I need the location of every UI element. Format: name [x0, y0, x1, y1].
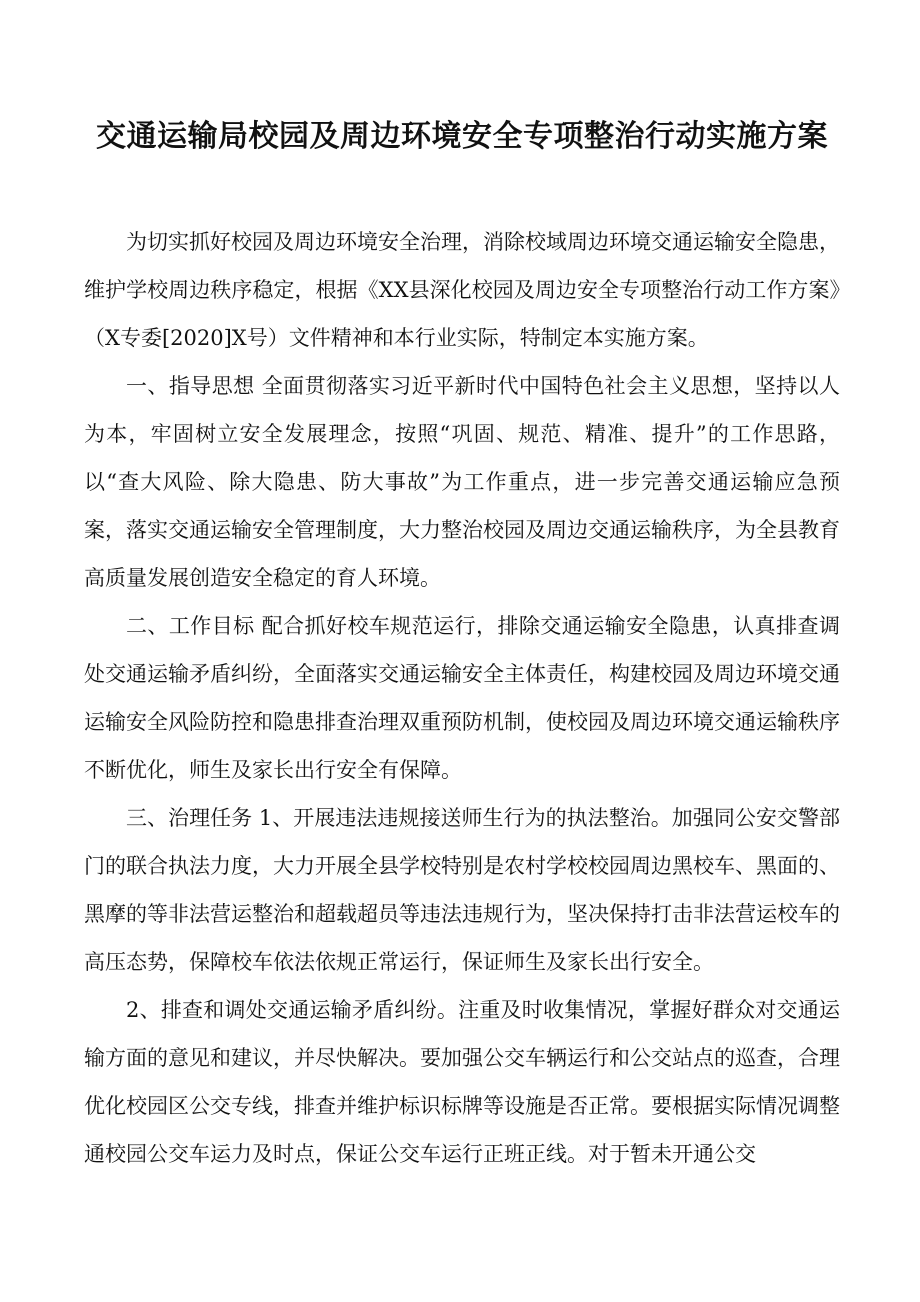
document-title: 交通运输局校园及周边环境安全专项整治行动实施方案 — [96, 119, 828, 154]
paragraph-intro: 为切实抓好校园及周边环境安全治理，消除校域周边环境交通运输安全隐患，维护学校周边秩序稳定，根据《XX县深化校园及周边安全专项整治行动工作方案》（X专委[2020]X号）文件精神和本行业实际，特制定本实施方案。 — [84, 230, 840, 350]
paragraph-work-goals: 二、工作目标 配合抓好校车规范运行，排除交通运输安全隐患，认真排查调处交通运输矛盾纠纷，全面落实交通运输安全主体责任，构建校园及周边环境交通运输安全风险防控和隐患排查治理双重预防机制，使校园及周边环境交通运输秩序不断优化，师生及家长出行安全有保障。 — [84, 614, 840, 782]
paragraph-guiding-ideology: 一、指导思想 全面贯彻落实习近平新时代中国特色社会主义思想，坚持以人为本，牢固树立安全发展理念，按照“巩固、规范、精准、提升”的工作思路，以“查大风险、除大隐患、防大事故”为工作重点，进一步完善交通运输应急预案，落实交通运输安全管理制度，大力整治校园及周边交通运输秩序，为全县教育高质量发展创造安全稳定的育人环境。 — [84, 374, 840, 590]
paragraph-governance-task-1: 三、治理任务 1、开展违法违规接送师生行为的执法整治。加强同公安交警部门的联合执法力度，大力开展全县学校特别是农村学校校园周边黑校车、黑面的、黑摩的等非法营运整治和超载超员等违法违规行为，坚决保持打击非法营运校车的高压态势，保障校车依法依规正常运行，保证师生及家长出行安全。 — [84, 806, 840, 974]
paragraph-governance-task-2: 2、排查和调处交通运输矛盾纠纷。注重及时收集情况，掌握好群众对交通运输方面的意见和建议，并尽快解决。要加强公交车辆运行和公交站点的巡查，合理优化校园区公交专线，排查并维护标识标牌等设施是否正常。要根据实际情况调整通校园公交车运力及时点，保证公交车运行正班正线。对于暂未开通公交 — [84, 998, 840, 1166]
